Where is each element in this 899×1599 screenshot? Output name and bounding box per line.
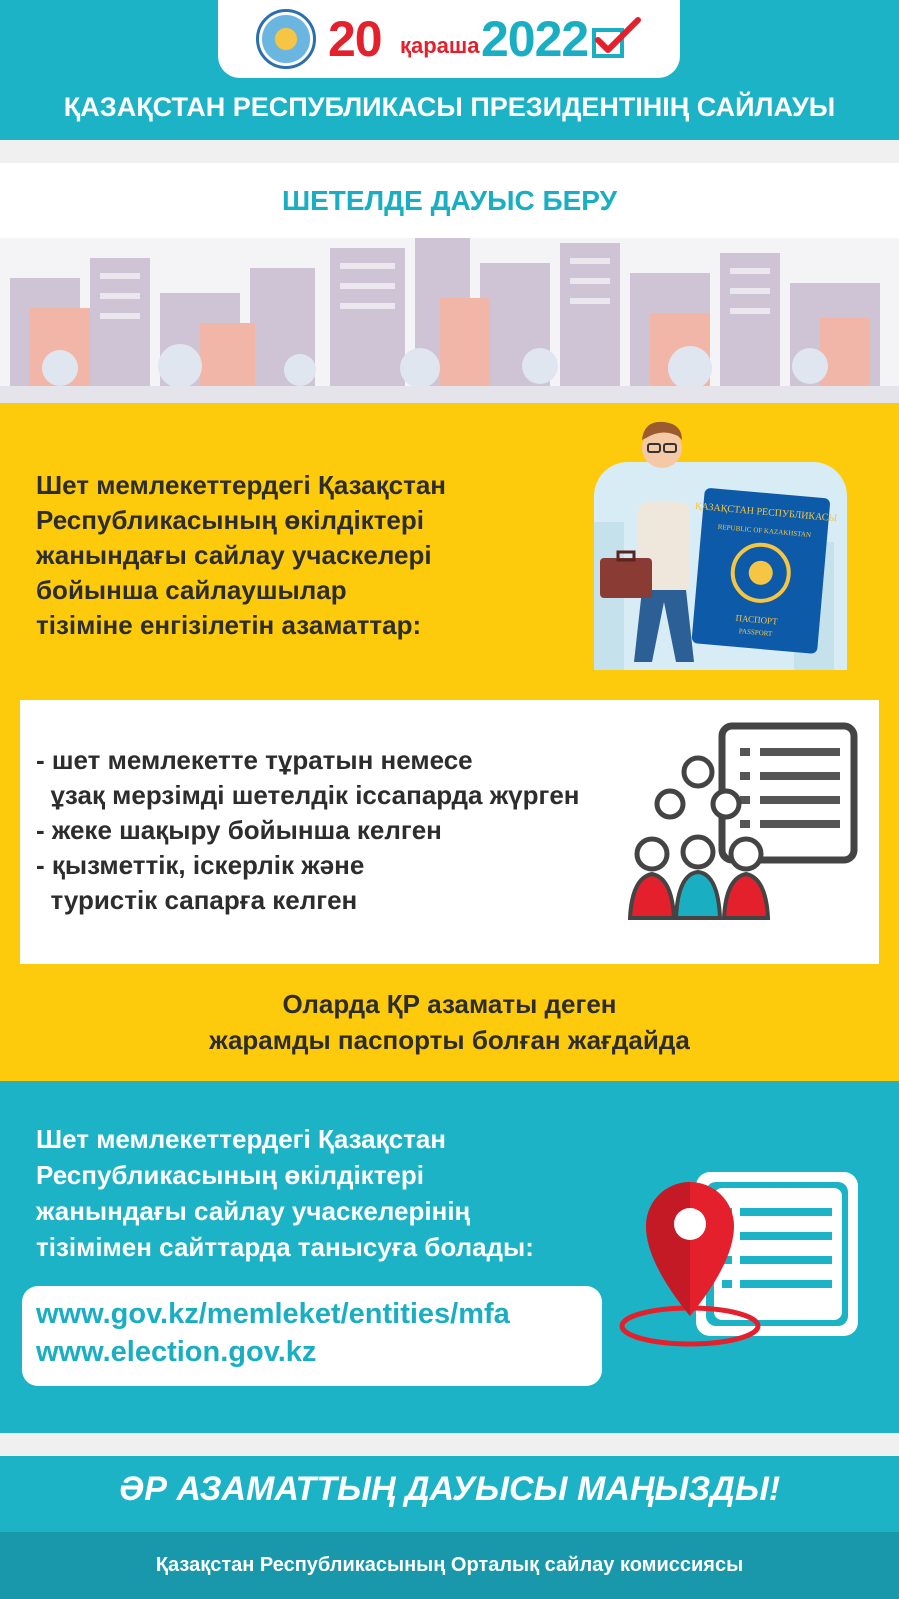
traveler-head-icon (632, 414, 692, 474)
passport-title: ҚАЗАҚСТАН РЕСПУБЛИКАСЫ (694, 500, 838, 525)
map-pin-list-icon (618, 1166, 874, 1351)
slogan: ӘР АЗАМАТТЫҢ ДАУЫСЫ МАҢЫЗДЫ! (118, 1470, 781, 1508)
people-list-icon (628, 722, 863, 922)
date-year: 2022 (481, 11, 589, 67)
list-item: - шет мемлекетте тұратын немесе ұзақ мерзімді шетелдік іссапарда жүрген (36, 745, 580, 810)
passport-requirement-note: Оларда ҚР азаматы деген жарамды паспорты болған жағдайда (209, 989, 690, 1055)
passport-label-en: PASSPORT (738, 627, 773, 639)
intro-text: Шет мемлекеттердегі Қазақстан Республикасының өкілдіктері жанындағы сайлау учаскелері бойынша сайлаушылар тізіміне енгізілетін азаматтар: (36, 470, 447, 640)
passport-icon (688, 485, 838, 655)
footer-text: Қазақстан Республикасының Орталық сайлау комиссиясы (155, 1554, 744, 1576)
list-item: - жеке шақыру бойынша келген (36, 815, 442, 845)
section-subtitle: ШЕТЕЛДЕ ДАУЫС БЕРУ (281, 185, 618, 216)
election-link[interactable]: www.election.gov.kz (36, 1336, 317, 1368)
list-item: - қызметтік, іскерлік және туристік сапарға келген (36, 850, 365, 915)
election-commission-seal-icon (256, 9, 316, 69)
date-day: 20 (328, 11, 382, 67)
page-title: ҚАЗАҚСТАН РЕСПУБЛИКАСЫ ПРЕЗИДЕНТІНІҢ САЙЛАУЫ (63, 92, 836, 122)
passport-label-kz: ПАСПОРТ (735, 612, 779, 627)
date-badge (218, 0, 680, 78)
eligible-citizens-list (36, 743, 656, 918)
passport-title-en: REPUBLIC OF KAZAKHSTAN (717, 522, 812, 540)
city-skyline-illustration (0, 238, 899, 403)
mfa-link[interactable]: www.gov.kz/memleket/entities/mfa (36, 1298, 510, 1330)
date-month: қараша (400, 33, 480, 58)
sites-text: Шет мемлекеттердегі Қазақстан Республикасының өкілдіктері жанындағы сайлау учаскелерінің тізімімен сайттарда танысуға болады: (36, 1124, 534, 1262)
ballot-checkmark-icon (590, 16, 642, 60)
